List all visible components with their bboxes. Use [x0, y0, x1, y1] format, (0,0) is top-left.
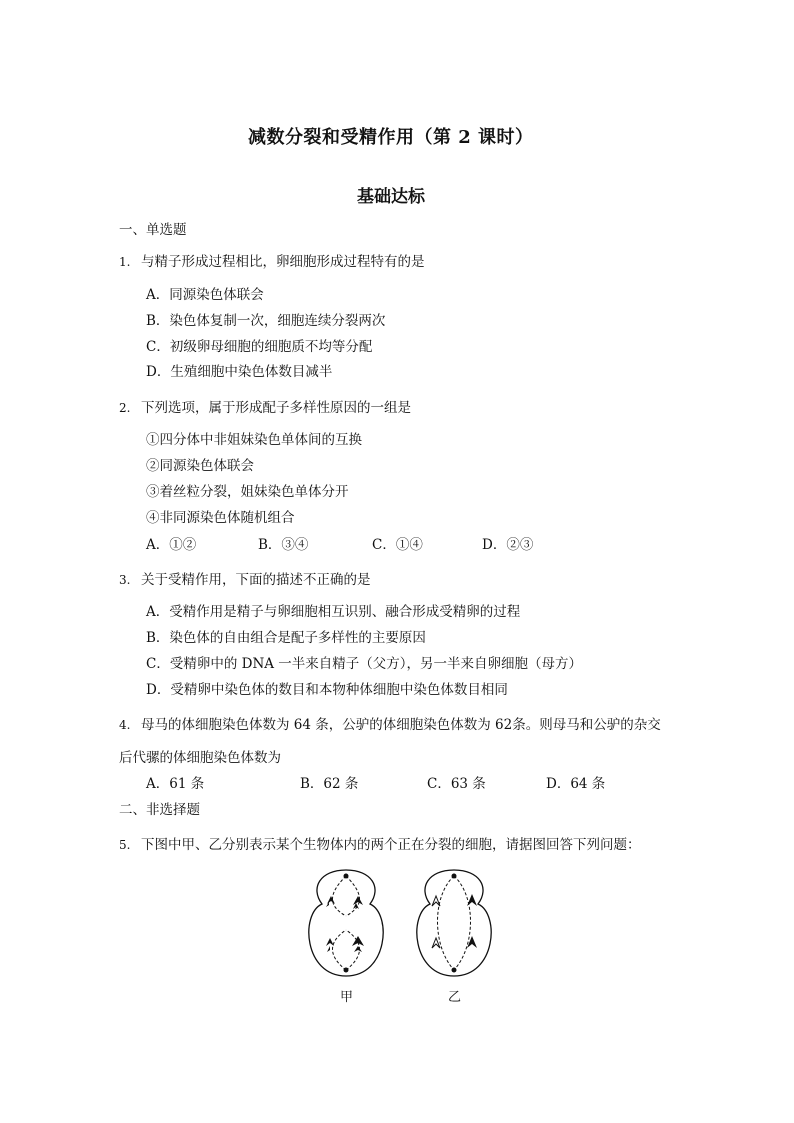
option-c: C．①④	[372, 537, 423, 553]
question-stem: 下图中甲、乙分别表示某个生物体内的两个正在分裂的细胞，请据图回答下列问题：	[141, 837, 641, 853]
question-1	[119, 250, 425, 270]
statement-1: ①四分体中非姐妹染色单体间的互换	[146, 432, 362, 448]
question-5	[119, 833, 641, 853]
option-a: A．①②	[146, 537, 197, 553]
cell-yi	[417, 870, 491, 976]
page-title: 减数分裂和受精作用（第 2 课时）	[248, 127, 534, 148]
question-stem: 关于受精作用，下面的描述不正确的是	[141, 572, 371, 588]
question-number: 5.	[119, 838, 131, 852]
cell-division-figure	[300, 866, 500, 1006]
question-3	[119, 568, 371, 588]
question-stem: 下列选项，属于形成配子多样性原因的一组是	[141, 400, 411, 416]
statement-2: ②同源染色体联会	[146, 458, 254, 474]
question-4	[119, 713, 661, 733]
section-non-choice: 二、非选择题	[119, 802, 200, 818]
option-d: D．受精卵中染色体的数目和本物种体细胞中染色体数目相同	[146, 682, 508, 698]
question-number: 1.	[119, 255, 131, 269]
option-a: A．同源染色体联会	[146, 287, 264, 303]
question-stem: 与精子形成过程相比，卵细胞形成过程特有的是	[141, 254, 425, 270]
option-c: C．受精卵中的 DNA 一半来自精子（父方），另一半来自卵细胞（母方）	[146, 656, 583, 672]
option-d: D．生殖细胞中染色体数目减半	[146, 364, 333, 380]
question-stem: 母马的体细胞染色体数为 64 条，公驴的体细胞染色体数为 62条。则母马和公驴的杂交	[141, 717, 661, 733]
statement-4: ④非同源染色体随机组合	[146, 510, 295, 526]
option-b: B．62 条	[300, 776, 359, 792]
option-b: B．染色体的自由组合是配子多样性的主要原因	[146, 630, 426, 646]
figure-label-yi: 乙	[448, 990, 462, 1005]
question-2	[119, 396, 411, 416]
option-b: B．染色体复制一次，细胞连续分裂两次	[146, 313, 386, 329]
option-a: A．61 条	[146, 776, 205, 792]
question-number: 4.	[119, 718, 131, 732]
option-a: A．受精作用是精子与卵细胞相互识别、融合形成受精卵的过程	[146, 604, 521, 620]
section-single-choice: 一、单选题	[119, 222, 187, 238]
question-number: 2.	[119, 401, 131, 415]
figure-label-jia: 甲	[340, 990, 354, 1005]
cell-division-diagram	[300, 866, 500, 1006]
question-stem-continued: 后代骡的体细胞染色体数为	[119, 750, 281, 766]
option-d: D．64 条	[546, 776, 606, 792]
option-c: C．初级卵母细胞的细胞质不均等分配	[146, 339, 373, 355]
option-b: B．③④	[258, 537, 309, 553]
question-number: 3.	[119, 573, 131, 587]
cell-jia	[309, 870, 383, 976]
section-heading-basic: 基础达标	[357, 187, 425, 207]
option-d: D．②③	[482, 537, 534, 553]
statement-3: ③着丝粒分裂，姐妹染色单体分开	[146, 484, 349, 500]
option-c: C．63 条	[427, 776, 486, 792]
